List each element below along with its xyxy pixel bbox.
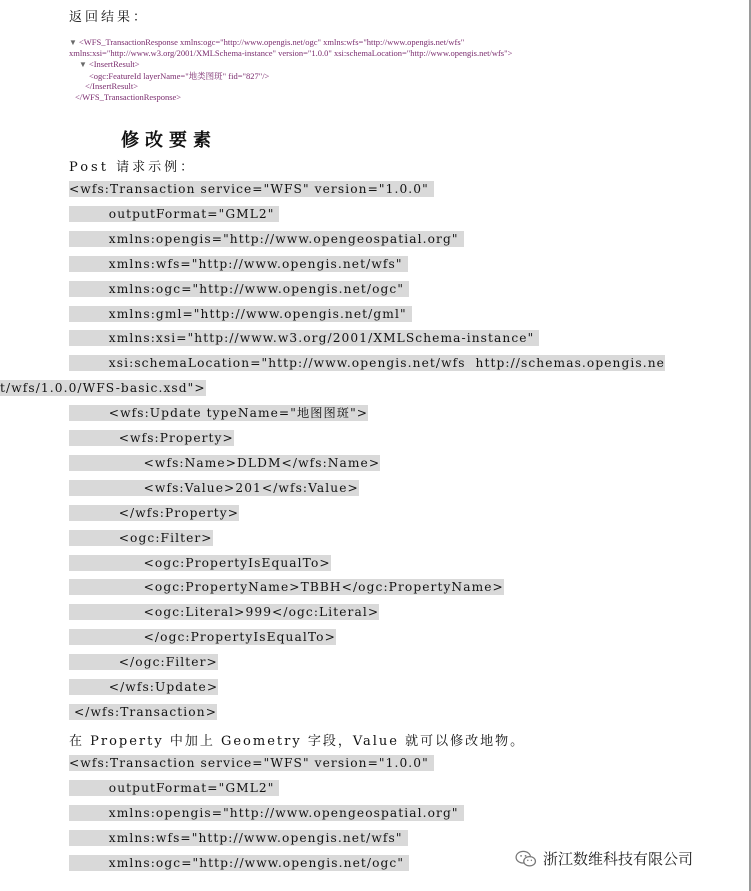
code-block-1-line: </wfs:Property> — [69, 505, 240, 520]
code-block-1-line: xmlns:ogc="http://www.opengis.net/ogc" — [69, 281, 410, 296]
note-text: 在 Property 中加上 Geometry 字段，Value 就可以修改地物。 — [69, 734, 526, 749]
code-block-1-line: <wfs:Value>201</wfs:Value> — [69, 480, 359, 495]
code-block-1-line: <wfs:Update typeName="地图图斑"> — [69, 406, 369, 421]
response-xml-line: ▼ <WFS_TransactionResponse xmlns:ogc="http://www.opengis.net/ogc" xmlns:wfs="http://www.opengis.net/wfs" — [69, 37, 465, 47]
code-block-1-line: <ogc:Literal>999</ogc:Literal> — [69, 605, 380, 620]
code-block-2-line: <wfs:Transaction service="WFS" version="1.0.0" — [69, 756, 434, 770]
code-block-1-line: </ogc:Filter> — [69, 655, 218, 670]
code-block-1-line: xmlns:wfs="http://www.opengis.net/wfs" — [69, 256, 408, 271]
response-xml-line: ▼ <InsertResult> — [79, 59, 140, 69]
response-xml-line: <ogc:FeatureId layerName="地类图斑" fid="827"/> — [89, 71, 270, 81]
code-block-1-line: <wfs:Transaction service="WFS" version="1.0.0" — [69, 182, 434, 196]
intro-label: 返回结果： — [69, 10, 150, 25]
code-block-2-line: xmlns:ogc="http://www.opengis.net/ogc" — [69, 855, 410, 870]
code-block-1-line: xmlns:opengis="http://www.opengeospatial.org" — [69, 231, 464, 246]
section-heading: 修改要素 — [121, 130, 217, 151]
response-xml-line: </WFS_TransactionResponse> — [75, 92, 182, 102]
expand-triangle-icon[interactable]: ▼ — [69, 38, 79, 47]
response-xml-line: </InsertResult> — [85, 81, 139, 91]
code-block-1-line: <ogc:Filter> — [69, 530, 213, 545]
code-block-1-line: outputFormat="GML2" — [69, 206, 280, 221]
code-block-1-line: xmlns:xsi="http://www.w3.org/2001/XMLSchema-instance" — [69, 331, 540, 346]
code-block-1-line: <ogc:PropertyName>TBBH</ogc:PropertyName> — [69, 580, 504, 595]
wechat-icon — [515, 850, 537, 868]
code-block-1-line: </wfs:Transaction> — [69, 704, 218, 719]
code-block-1-line: <wfs:Name>DLDM</wfs:Name> — [69, 455, 381, 470]
code-block-1-line: <wfs:Property> — [69, 431, 234, 445]
watermark — [515, 848, 693, 869]
code-block-1-line: xmlns:gml="http://www.opengis.net/gml" — [69, 306, 412, 321]
code-block-1-line: t/wfs/1.0.0/WFS-basic.xsd"> — [0, 381, 206, 396]
expand-triangle-icon[interactable]: ▼ — [79, 60, 89, 69]
code-block-1-line: </ogc:PropertyIsEqualTo> — [69, 630, 336, 645]
code-block-1-line: xsi:schemaLocation="http://www.opengis.net/wfs http://schemas.opengis.ne — [69, 356, 665, 371]
response-xml-line: xmlns:xsi="http://www.w3.org/2001/XMLSchema-instance" version="1.0.0" xsi:schemaLocation="http://www.opengis.net/wfs"> — [69, 48, 513, 58]
code-block-2-line: xmlns:wfs="http://www.opengis.net/wfs" — [69, 830, 408, 845]
post-label: Post 请求示例： — [69, 160, 197, 175]
code-block-1-line: <ogc:PropertyIsEqualTo> — [69, 555, 331, 570]
code-block-1-line: </wfs:Update> — [69, 680, 219, 694]
code-block-2-line: outputFormat="GML2" — [69, 780, 280, 795]
code-block-2-line: xmlns:opengis="http://www.opengeospatial.org" — [69, 805, 464, 820]
watermark-text: 浙江数维科技有限公司 — [543, 850, 694, 868]
